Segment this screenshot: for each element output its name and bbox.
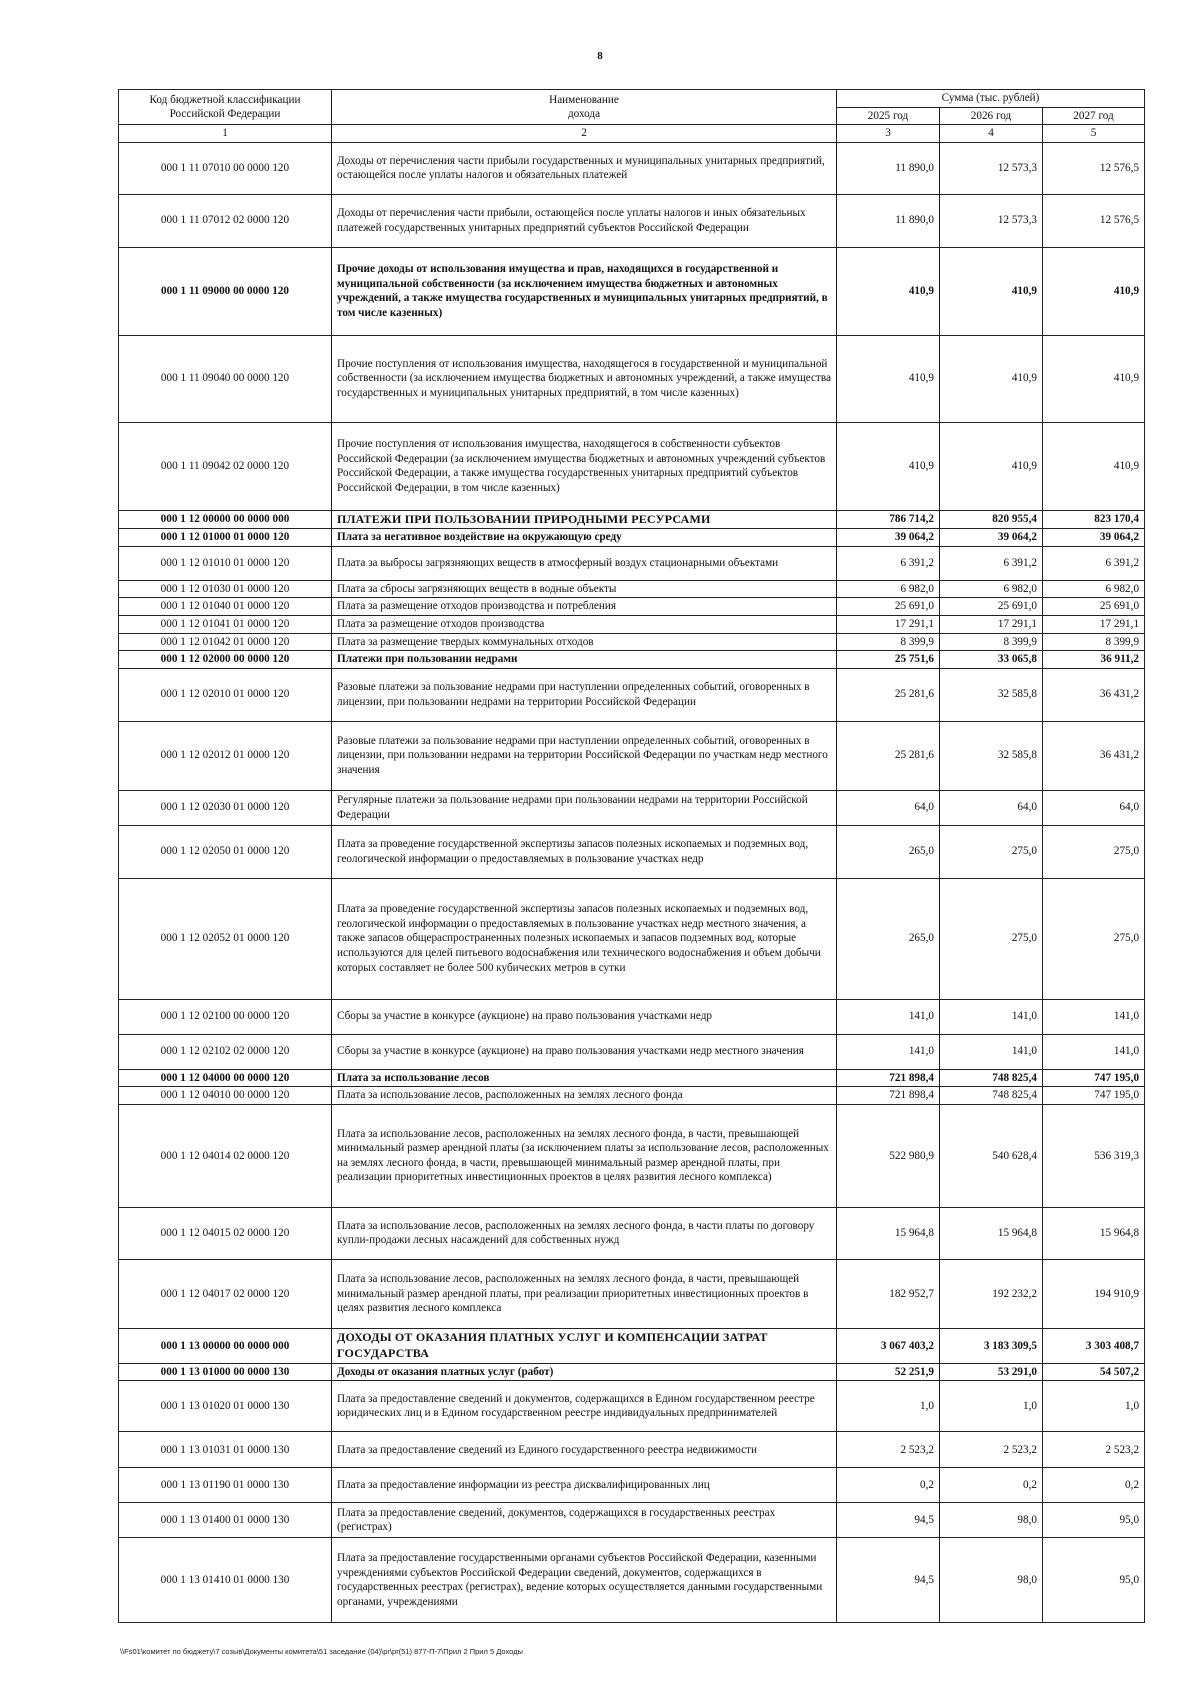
table-row <box>119 1087 1145 1105</box>
amount-2026-cell: 540 628,4 <box>940 1104 1043 1207</box>
amount-2026-cell: 275,0 <box>940 825 1043 878</box>
budget-code-cell: 000 1 13 01400 01 0000 130 <box>119 1503 332 1538</box>
budget-code-cell: 000 1 12 04000 00 0000 120 <box>119 1069 332 1087</box>
amount-2027-cell: 823 170,4 <box>1043 510 1145 529</box>
table-row <box>119 878 1145 999</box>
amount-2025-cell: 410,9 <box>837 335 940 422</box>
header-name-line1: Наименование <box>549 94 619 107</box>
table-row <box>119 1207 1145 1259</box>
revenue-name-cell: Плата за предоставление государственными органами субъектов Российской Федерации, казенными учреждениями субъектов Российской Федерации сведений, документов, содержащихся в государственных реестрах (регистрах), ведение которых осуществляется данными государственными органами, учреждениями <box>332 1538 837 1623</box>
amount-2025-cell: 786 714,2 <box>837 510 940 529</box>
amount-2026-cell: 8 399,9 <box>940 633 1043 651</box>
amount-2027-cell: 95,0 <box>1043 1503 1145 1538</box>
table-row <box>119 194 1145 247</box>
revenue-name-cell: Доходы от перечисления части прибыли государственных и муниципальных унитарных предприятий, остающейся после уплаты налогов и обязательных платежей <box>332 142 837 194</box>
amount-2025-cell: 410,9 <box>837 422 940 510</box>
amount-2027-cell: 747 195,0 <box>1043 1069 1145 1087</box>
budget-code-cell: 000 1 13 01000 00 0000 130 <box>119 1363 332 1381</box>
table-row <box>119 546 1145 580</box>
amount-2027-cell: 194 910,9 <box>1043 1259 1145 1328</box>
amount-2027-cell: 410,9 <box>1043 247 1145 335</box>
amount-2027-cell: 1,0 <box>1043 1381 1145 1432</box>
amount-2026-cell: 275,0 <box>940 878 1043 999</box>
header-name <box>332 90 837 125</box>
column-number: 5 <box>1043 125 1145 143</box>
amount-2026-cell: 6 391,2 <box>940 546 1043 580</box>
revenue-name-cell: Плата за использование лесов, расположенных на землях лесного фонда, в части платы по договору купли-продажи лесных насаждений для собственных нужд <box>332 1207 837 1259</box>
table-row <box>119 1034 1145 1069</box>
revenue-name-cell: Разовые платежи за пользование недрами при наступлении определенных событий, оговоренных в лицензии, при пользовании недрами на территории Российской Федерации по участкам недр местного значения <box>332 721 837 790</box>
amount-2025-cell: 182 952,7 <box>837 1259 940 1328</box>
amount-2027-cell: 8 399,9 <box>1043 633 1145 651</box>
amount-2025-cell: 52 251,9 <box>837 1363 940 1381</box>
budget-code-cell: 000 1 12 00000 00 0000 000 <box>119 510 332 529</box>
amount-2027-cell: 6 982,0 <box>1043 580 1145 598</box>
column-number: 4 <box>940 125 1043 143</box>
table-row <box>119 1069 1145 1087</box>
column-number: 1 <box>119 125 332 143</box>
amount-2026-cell: 39 064,2 <box>940 529 1043 547</box>
revenue-name-cell: Доходы от оказания платных услуг (работ) <box>332 1363 837 1381</box>
amount-2027-cell: 747 195,0 <box>1043 1087 1145 1105</box>
column-number: 2 <box>332 125 837 143</box>
amount-2025-cell: 1,0 <box>837 1381 940 1432</box>
table-row <box>119 1259 1145 1328</box>
table-row <box>119 142 1145 194</box>
amount-2026-cell: 141,0 <box>940 999 1043 1034</box>
table-row <box>119 598 1145 616</box>
revenue-name-cell: Сборы за участие в конкурсе (аукционе) на право пользования участками недр местного значения <box>332 1034 837 1069</box>
budget-code-cell: 000 1 12 04010 00 0000 120 <box>119 1087 332 1105</box>
header-code: Код бюджетной классификации Российской Федерации <box>119 90 332 125</box>
revenue-name-cell: Плата за проведение государственной экспертизы запасов полезных ископаемых и подземных вод, геологической информации о предоставляемых в пользование участках недр местного значения, а также запасов общераспространенных полезных ископаемых и запасов подземных вод, которые используются для целей питьевого водоснабжения или технического водоснабжения и объем добычи которых составляет не более 500 кубических метров в сутки <box>332 878 837 999</box>
amount-2027-cell: 17 291,1 <box>1043 615 1145 633</box>
table-row <box>119 633 1145 651</box>
revenue-name-cell: ПЛАТЕЖИ ПРИ ПОЛЬЗОВАНИИ ПРИРОДНЫМИ РЕСУРСАМИ <box>332 510 837 529</box>
amount-2026-cell: 410,9 <box>940 247 1043 335</box>
amount-2025-cell: 94,5 <box>837 1538 940 1623</box>
amount-2026-cell: 32 585,8 <box>940 668 1043 721</box>
amount-2027-cell: 141,0 <box>1043 999 1145 1034</box>
amount-2027-cell: 36 431,2 <box>1043 721 1145 790</box>
revenue-name-cell: Плата за использование лесов <box>332 1069 837 1087</box>
revenue-name-cell: Разовые платежи за пользование недрами при наступлении определенных событий, оговоренных в лицензии, при пользовании недрами на территории Российской Федерации <box>332 668 837 721</box>
amount-2027-cell: 12 576,5 <box>1043 142 1145 194</box>
amount-2027-cell: 275,0 <box>1043 878 1145 999</box>
revenue-name-cell: Плата за использование лесов, расположенных на землях лесного фонда <box>332 1087 837 1105</box>
table-row <box>119 510 1145 529</box>
revenue-name-cell: Плата за использование лесов, расположенных на землях лесного фонда, в части, превышающей минимальный размер арендной платы, при реализации приоритетных инвестиционных проектов в целях развития лесного комплекса <box>332 1259 837 1328</box>
amount-2026-cell: 64,0 <box>940 790 1043 825</box>
table-row <box>119 335 1145 422</box>
amount-2026-cell: 1,0 <box>940 1381 1043 1432</box>
amount-2025-cell: 8 399,9 <box>837 633 940 651</box>
table-row <box>119 529 1145 547</box>
amount-2026-cell: 33 065,8 <box>940 651 1043 669</box>
amount-2027-cell: 0,2 <box>1043 1468 1145 1503</box>
budget-code-cell: 000 1 12 01042 01 0000 120 <box>119 633 332 651</box>
amount-2027-cell: 3 303 408,7 <box>1043 1328 1145 1363</box>
amount-2026-cell: 6 982,0 <box>940 580 1043 598</box>
amount-2025-cell: 25 751,6 <box>837 651 940 669</box>
revenue-name-cell: Прочие поступления от использования имущества, находящегося в государственной и муниципальной собственности (за исключением имущества бюджетных и автономных учреждений, а также имущества государственных и муниципальных унитарных предприятий, в том числе казенных) <box>332 335 837 422</box>
table-row <box>119 668 1145 721</box>
amount-2027-cell: 36 431,2 <box>1043 668 1145 721</box>
amount-2025-cell: 410,9 <box>837 247 940 335</box>
budget-code-cell: 000 1 12 02052 01 0000 120 <box>119 878 332 999</box>
amount-2025-cell: 17 291,1 <box>837 615 940 633</box>
budget-code-cell: 000 1 12 02012 01 0000 120 <box>119 721 332 790</box>
budget-code-cell: 000 1 12 01041 01 0000 120 <box>119 615 332 633</box>
budget-code-cell: 000 1 13 01031 01 0000 130 <box>119 1432 332 1468</box>
amount-2026-cell: 15 964,8 <box>940 1207 1043 1259</box>
revenue-name-cell: Платежи при пользовании недрами <box>332 651 837 669</box>
revenue-name-cell: Прочие поступления от использования имущества, находящегося в собственности субъектов Российской Федерации (за исключением имущества бюджетных и автономных учреждений субъектов Российской Федерации, а также имущества государственных унитарных предприятий субъектов Российской Федерации, в том числе казенных) <box>332 422 837 510</box>
header-row-1 <box>119 90 1145 108</box>
amount-2027-cell: 64,0 <box>1043 790 1145 825</box>
table-row <box>119 1104 1145 1207</box>
budget-code-cell: 000 1 12 04017 02 0000 120 <box>119 1259 332 1328</box>
header-sum: Сумма (тыс. рублей) <box>837 90 1145 108</box>
amount-2026-cell: 192 232,2 <box>940 1259 1043 1328</box>
revenue-name-cell: Прочие доходы от использования имущества и прав, находящихся в государственной и муниципальной собственности (за исключением имущества бюджетных и автономных учреждений, а также имущества государственных и муниципальных унитарных предприятий, в том числе казенных) <box>332 247 837 335</box>
amount-2025-cell: 6 982,0 <box>837 580 940 598</box>
amount-2027-cell: 410,9 <box>1043 335 1145 422</box>
amount-2025-cell: 265,0 <box>837 878 940 999</box>
amount-2027-cell: 410,9 <box>1043 422 1145 510</box>
header-name-line2: дохода <box>567 108 601 121</box>
table-row <box>119 1538 1145 1623</box>
amount-2025-cell: 2 523,2 <box>837 1432 940 1468</box>
revenue-name-cell: Плата за предоставление сведений из Единого государственного реестра недвижимости <box>332 1432 837 1468</box>
revenue-name-cell: Плата за размещение твердых коммунальных отходов <box>332 633 837 651</box>
revenue-name-cell: Плата за сбросы загрязняющих веществ в водные объекты <box>332 580 837 598</box>
budget-code-cell: 000 1 11 09000 00 0000 120 <box>119 247 332 335</box>
table-row <box>119 1503 1145 1538</box>
amount-2025-cell: 522 980,9 <box>837 1104 940 1207</box>
amount-2025-cell: 11 890,0 <box>837 194 940 247</box>
amount-2025-cell: 721 898,4 <box>837 1087 940 1105</box>
budget-code-cell: 000 1 12 04015 02 0000 120 <box>119 1207 332 1259</box>
revenue-name-cell: Плата за предоставление информации из реестра дисквалифицированных лиц <box>332 1468 837 1503</box>
amount-2026-cell: 2 523,2 <box>940 1432 1043 1468</box>
revenue-name-cell: Плата за использование лесов, расположенных на землях лесного фонда, в части, превышающей минимальный размер арендной платы (за исключением платы за использование лесов, расположенных на землях лесного фонда, в части, превышающей минимальный размер арендной платы, при реализации приоритетных инвестиционных проектов в целях развития лесного комплекса) <box>332 1104 837 1207</box>
amount-2026-cell: 98,0 <box>940 1503 1043 1538</box>
table-row <box>119 999 1145 1034</box>
budget-code-cell: 000 1 11 07010 00 0000 120 <box>119 142 332 194</box>
header-year-2027: 2027 год <box>1043 107 1145 125</box>
budget-code-cell: 000 1 12 02000 00 0000 120 <box>119 651 332 669</box>
budget-code-cell: 000 1 12 04014 02 0000 120 <box>119 1104 332 1207</box>
budget-code-cell: 000 1 11 09042 02 0000 120 <box>119 422 332 510</box>
budget-code-cell: 000 1 13 00000 00 0000 000 <box>119 1328 332 1363</box>
amount-2026-cell: 12 573,3 <box>940 194 1043 247</box>
budget-code-cell: 000 1 12 01000 01 0000 120 <box>119 529 332 547</box>
revenue-name-cell: Регулярные платежи за пользование недрами при пользовании недрами на территории Российской Федерации <box>332 790 837 825</box>
amount-2026-cell: 410,9 <box>940 335 1043 422</box>
revenue-name-cell: Плата за размещение отходов производства и потребления <box>332 598 837 616</box>
amount-2027-cell: 12 576,5 <box>1043 194 1145 247</box>
table-row <box>119 790 1145 825</box>
revenue-name-cell: Плата за негативное воздействие на окружающую среду <box>332 529 837 547</box>
amount-2025-cell: 3 067 403,2 <box>837 1328 940 1363</box>
budget-code-cell: 000 1 13 01190 01 0000 130 <box>119 1468 332 1503</box>
amount-2025-cell: 141,0 <box>837 999 940 1034</box>
amount-2025-cell: 0,2 <box>837 1468 940 1503</box>
budget-code-cell: 000 1 12 02102 02 0000 120 <box>119 1034 332 1069</box>
budget-code-cell: 000 1 13 01020 01 0000 130 <box>119 1381 332 1432</box>
table-row <box>119 1432 1145 1468</box>
amount-2025-cell: 25 691,0 <box>837 598 940 616</box>
table-row <box>119 1381 1145 1432</box>
revenue-name-cell: Плата за предоставление сведений, документов, содержащихся в государственных реестрах (регистрах) <box>332 1503 837 1538</box>
table-row <box>119 1328 1145 1363</box>
amount-2026-cell: 748 825,4 <box>940 1069 1043 1087</box>
amount-2026-cell: 3 183 309,5 <box>940 1328 1043 1363</box>
column-number-row <box>119 125 1145 143</box>
amount-2027-cell: 36 911,2 <box>1043 651 1145 669</box>
header-year-2026: 2026 год <box>940 107 1043 125</box>
revenue-name-cell: Плата за предоставление сведений и документов, содержащихся в Едином государственном реестре юридических лиц и в Едином государственном реестре индивидуальных предпринимателей <box>332 1381 837 1432</box>
table-row <box>119 247 1145 335</box>
budget-code-cell: 000 1 12 01010 01 0000 120 <box>119 546 332 580</box>
amount-2026-cell: 0,2 <box>940 1468 1043 1503</box>
budget-code-cell: 000 1 12 02050 01 0000 120 <box>119 825 332 878</box>
budget-code-cell: 000 1 12 01040 01 0000 120 <box>119 598 332 616</box>
revenue-name-cell: Плата за выбросы загрязняющих веществ в атмосферный воздух стационарными объектами <box>332 546 837 580</box>
amount-2025-cell: 94,5 <box>837 1503 940 1538</box>
amount-2026-cell: 820 955,4 <box>940 510 1043 529</box>
table-row <box>119 422 1145 510</box>
table-row <box>119 825 1145 878</box>
footer-file-path: \\Fs01\комитет по бюджету\7 созыв\Документы комитета\51 заседание (04)\pr\pr(51) 877-П-7\Прил 2 Прил 5 Доходы <box>120 1647 523 1656</box>
amount-2026-cell: 141,0 <box>940 1034 1043 1069</box>
amount-2027-cell: 54 507,2 <box>1043 1363 1145 1381</box>
amount-2027-cell: 536 319,3 <box>1043 1104 1145 1207</box>
amount-2025-cell: 25 281,6 <box>837 668 940 721</box>
table-row <box>119 651 1145 669</box>
amount-2027-cell: 6 391,2 <box>1043 546 1145 580</box>
budget-code-cell: 000 1 11 07012 02 0000 120 <box>119 194 332 247</box>
amount-2027-cell: 39 064,2 <box>1043 529 1145 547</box>
table-row <box>119 721 1145 790</box>
amount-2026-cell: 32 585,8 <box>940 721 1043 790</box>
revenue-name-cell: Плата за размещение отходов производства <box>332 615 837 633</box>
amount-2025-cell: 141,0 <box>837 1034 940 1069</box>
amount-2026-cell: 410,9 <box>940 422 1043 510</box>
table-row <box>119 1468 1145 1503</box>
amount-2027-cell: 275,0 <box>1043 825 1145 878</box>
revenue-name-cell: Сборы за участие в конкурсе (аукционе) на право пользования участками недр <box>332 999 837 1034</box>
amount-2025-cell: 64,0 <box>837 790 940 825</box>
amount-2027-cell: 15 964,8 <box>1043 1207 1145 1259</box>
amount-2025-cell: 15 964,8 <box>837 1207 940 1259</box>
amount-2026-cell: 53 291,0 <box>940 1363 1043 1381</box>
amount-2026-cell: 748 825,4 <box>940 1087 1043 1105</box>
amount-2027-cell: 25 691,0 <box>1043 598 1145 616</box>
budget-code-cell: 000 1 13 01410 01 0000 130 <box>119 1538 332 1623</box>
budget-code-cell: 000 1 12 02010 01 0000 120 <box>119 668 332 721</box>
amount-2027-cell: 2 523,2 <box>1043 1432 1145 1468</box>
amount-2025-cell: 39 064,2 <box>837 529 940 547</box>
amount-2025-cell: 25 281,6 <box>837 721 940 790</box>
amount-2025-cell: 11 890,0 <box>837 142 940 194</box>
amount-2025-cell: 265,0 <box>837 825 940 878</box>
revenue-name-cell: Доходы от перечисления части прибыли, остающейся после уплаты налогов и иных обязательных платежей государственных унитарных предприятий субъектов Российской Федерации <box>332 194 837 247</box>
revenue-name-cell: Плата за проведение государственной экспертизы запасов полезных ископаемых и подземных вод, геологической информации о предоставляемых в пользование участках недр <box>332 825 837 878</box>
revenue-table <box>118 89 1145 1623</box>
revenue-name-cell: ДОХОДЫ ОТ ОКАЗАНИЯ ПЛАТНЫХ УСЛУГ И КОМПЕНСАЦИИ ЗАТРАТ ГОСУДАРСТВА <box>332 1328 837 1363</box>
amount-2025-cell: 6 391,2 <box>837 546 940 580</box>
amount-2026-cell: 12 573,3 <box>940 142 1043 194</box>
table-row <box>119 1363 1145 1381</box>
table-row <box>119 615 1145 633</box>
budget-code-cell: 000 1 11 09040 00 0000 120 <box>119 335 332 422</box>
header-year-2025: 2025 год <box>837 107 940 125</box>
column-number: 3 <box>837 125 940 143</box>
budget-code-cell: 000 1 12 02030 01 0000 120 <box>119 790 332 825</box>
amount-2027-cell: 95,0 <box>1043 1538 1145 1623</box>
amount-2026-cell: 25 691,0 <box>940 598 1043 616</box>
amount-2026-cell: 98,0 <box>940 1538 1043 1623</box>
amount-2025-cell: 721 898,4 <box>837 1069 940 1087</box>
amount-2027-cell: 141,0 <box>1043 1034 1145 1069</box>
table-row <box>119 580 1145 598</box>
amount-2026-cell: 17 291,1 <box>940 615 1043 633</box>
budget-code-cell: 000 1 12 02100 00 0000 120 <box>119 999 332 1034</box>
budget-code-cell: 000 1 12 01030 01 0000 120 <box>119 580 332 598</box>
page-number: 8 <box>597 50 603 62</box>
